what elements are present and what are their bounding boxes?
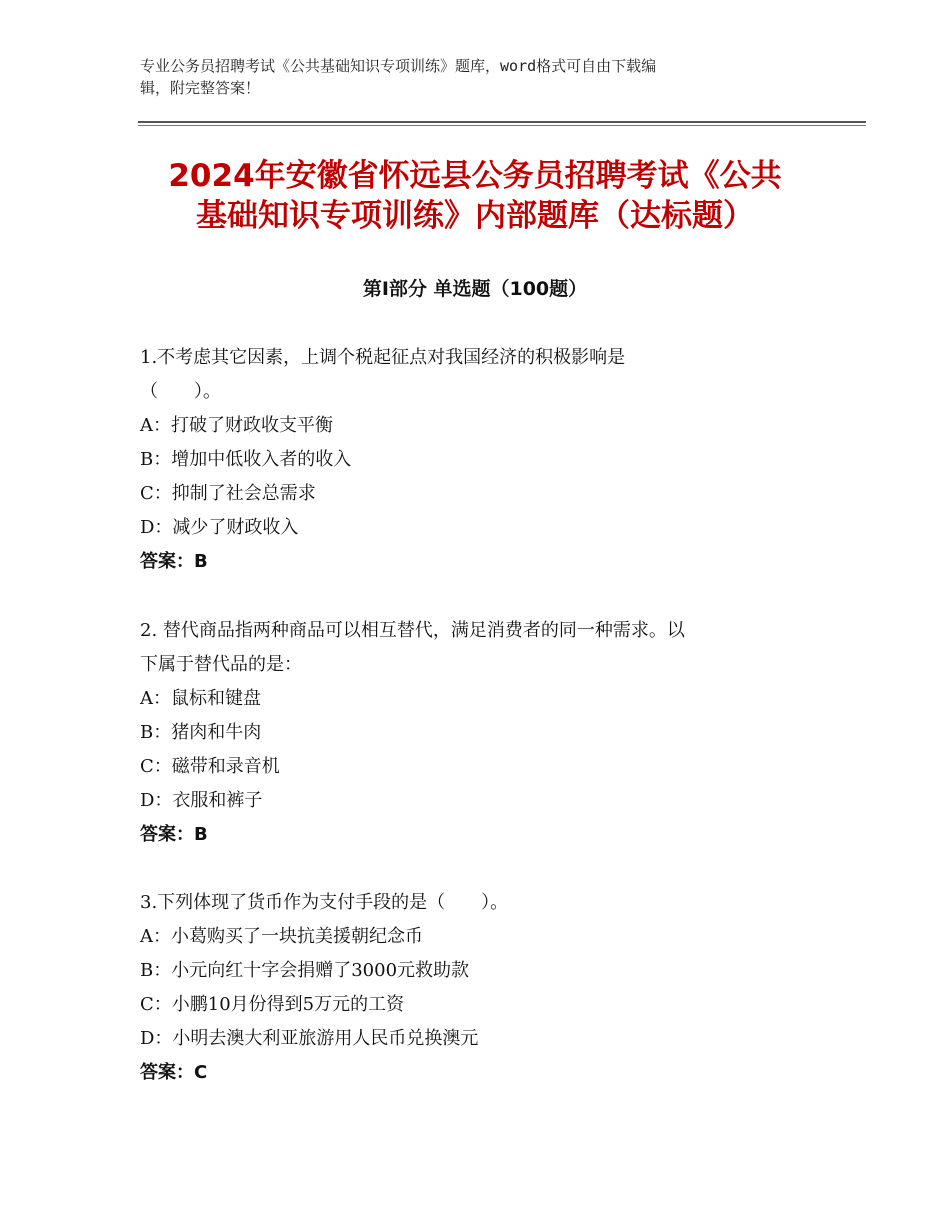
question-stem: 3.下列体现了货币作为支付手段的是（ ）。 [140,892,509,913]
document-title [120,156,830,236]
option-a: A：鼠标和键盘 [140,688,261,709]
answer: 答案：B [140,824,208,845]
answer: 答案：B [140,551,208,572]
header-note-line-2: 辑，附完整答案！ [140,79,261,97]
question-2 [140,614,810,852]
option-a: A：小葛购买了一块抗美援朝纪念币 [140,926,423,947]
option-b: B：增加中低收入者的收入 [140,449,352,470]
question-1 [140,341,810,579]
option-d: D：减少了财政收入 [140,517,299,538]
option-c: C：磁带和录音机 [140,756,280,777]
document-title-line-1: 2024年安徽省怀远县公务员招聘考试《公共 [168,158,782,194]
question-stem: 1.不考虑其它因素，上调个税起征点对我国经济的积极影响是 [140,347,626,368]
header-note-line-1: 专业公务员招聘考试《公共基础知识专项训练》题库，word格式可自由下载编 [140,57,657,75]
question-3 [140,886,810,1090]
question-stem-continued: 下属于替代品的是： [140,654,302,675]
option-b: B：猪肉和牛肉 [140,722,262,743]
answer: 答案：C [140,1062,208,1083]
option-d: D：衣服和裤子 [140,790,263,811]
document-title-line-2: 基础知识专项训练》内部题库（达标题） [196,198,754,234]
question-stem-continued: （ ）。 [140,381,221,402]
header-divider-thick [138,121,866,123]
header-divider-thin [138,125,866,126]
option-b: B：小元向红十字会捐赠了3000元救助款 [140,960,470,981]
section-heading: 第Ⅰ部分 单选题（100题） [362,278,588,300]
question-stem: 2. 替代商品指两种商品可以相互替代，满足消费者的同一种需求。以 [140,620,685,641]
header-note [140,55,800,99]
option-d: D：小明去澳大利亚旅游用人民币兑换澳元 [140,1028,479,1049]
option-a: A：打破了财政收支平衡 [140,415,333,436]
option-c: C：小鹏10月份得到5万元的工资 [140,994,405,1015]
option-c: C：抑制了社会总需求 [140,483,316,504]
